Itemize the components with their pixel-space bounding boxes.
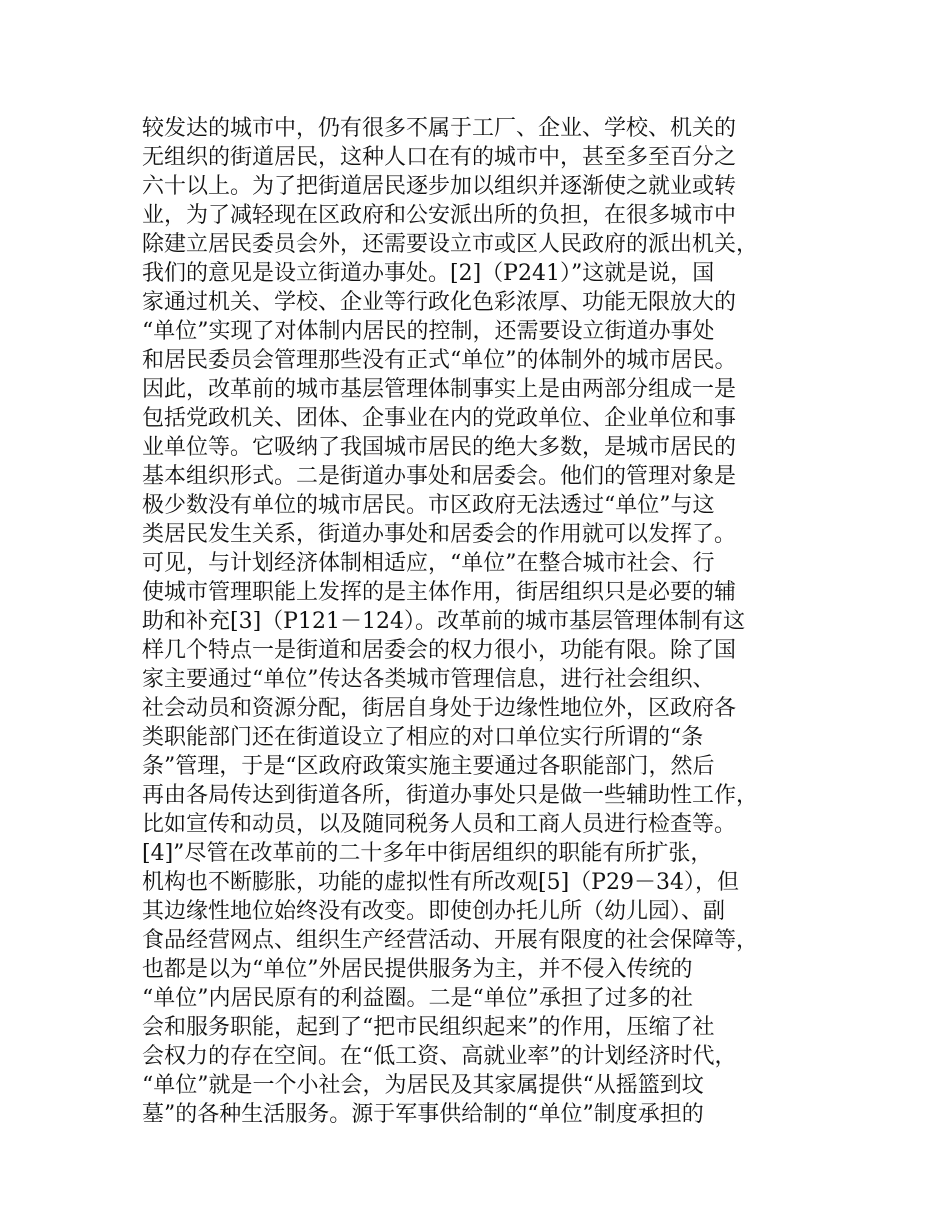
text-line: 包括党政机关、团体、企事业在内的党政单位、企业单位和事 — [142, 406, 737, 431]
text-line: 助和补充[3]（P121－124）。改革前的城市基层管理体制有这 — [142, 609, 745, 634]
text-line: 使城市管理职能上发挥的是主体作用，街居组织只是必要的辅 — [142, 580, 737, 605]
text-line: 因此，改革前的城市基层管理体制事实上是由两部分组成一是 — [142, 377, 737, 402]
text-line: 可见，与计划经济体制相适应，“单位”在整合城市社会、行 — [142, 551, 715, 576]
text-line: 社会动员和资源分配，街居自身处于边缘性地位外，区政府各 — [142, 696, 737, 721]
text-line: “单位”实现了对体制内居民的控制，还需要设立街道办事处 — [142, 319, 715, 344]
text-line: 较发达的城市中，仍有很多不属于工厂、企业、学校、机关的 — [142, 116, 737, 141]
text-line: 再由各局传达到街道各所，街道办事处只是做一些辅助性工作， — [142, 783, 759, 808]
text-line: 无组织的街道居民，这种人口在有的城市中，甚至多至百分之 — [142, 145, 737, 170]
text-line: [4]”尽管在改革前的二十多年中街居组织的职能有所扩张， — [142, 841, 713, 866]
text-line: 我们的意见是设立街道办事处。[2]（P241）”这就是说，国 — [142, 261, 715, 286]
text-line: 条”管理，于是“区政府政策实施主要通过各职能部门，然后 — [142, 754, 715, 779]
text-line: “单位”内居民原有的利益圈。二是“单位”承担了过多的社 — [142, 986, 693, 1011]
body-text — [142, 114, 842, 1129]
text-line: 类居民发生关系，街道办事处和居委会的作用就可以发挥了。 — [142, 522, 737, 547]
text-line: 也都是以为“单位”外居民提供服务为主，并不侵入传统的 — [142, 957, 693, 982]
text-line: 样几个特点一是街道和居委会的权力很小，功能有限。除了国 — [142, 638, 737, 663]
text-line: 六十以上。为了把街道居民逐步加以组织并逐渐使之就业或转 — [142, 174, 737, 199]
text-line: 家主要通过“单位”传达各类城市管理信息，进行社会组织、 — [142, 667, 715, 692]
text-line: 基本组织形式。二是街道办事处和居委会。他们的管理对象是 — [142, 464, 737, 489]
text-line: 比如宣传和动员，以及随同税务人员和工商人员进行检查等。 — [142, 812, 737, 837]
text-line: 和居民委员会管理那些没有正式“单位”的体制外的城市居民。 — [142, 348, 737, 373]
text-line: 会权力的存在空间。在“低工资、高就业率”的计划经济时代， — [142, 1044, 737, 1069]
text-line: 会和服务职能，起到了“把市民组织起来”的作用，压缩了社 — [142, 1015, 715, 1040]
text-line: 机构也不断膨胀，功能的虚拟性有所改观[5]（P29－34），但 — [142, 870, 739, 895]
text-line: 墓”的各种生活服务。源于军事供给制的“单位”制度承担的 — [142, 1102, 704, 1127]
text-line: 极少数没有单位的城市居民。市区政府无法透过“单位”与这 — [142, 493, 715, 518]
text-line: 业单位等。它吸纳了我国城市居民的绝大多数，是城市居民的 — [142, 435, 737, 460]
text-line: 家通过机关、学校、企业等行政化色彩浓厚、功能无限放大的 — [142, 290, 737, 315]
text-line: “单位”就是一个小社会，为居民及其家属提供“从摇篮到坟 — [142, 1073, 704, 1098]
text-line: 类职能部门还在街道设立了相应的对口单位实行所谓的“条 — [142, 725, 704, 750]
text-line: 除建立居民委员会外，还需要设立市或区人民政府的派出机关， — [142, 232, 759, 257]
text-line: 食品经营网点、组织生产经营活动、开展有限度的社会保障等， — [142, 928, 759, 953]
text-line: 业，为了减轻现在区政府和公安派出所的负担，在很多城市中 — [142, 203, 737, 228]
text-line: 其边缘性地位始终没有改变。即使创办托儿所（幼儿园）、副 — [142, 899, 726, 924]
